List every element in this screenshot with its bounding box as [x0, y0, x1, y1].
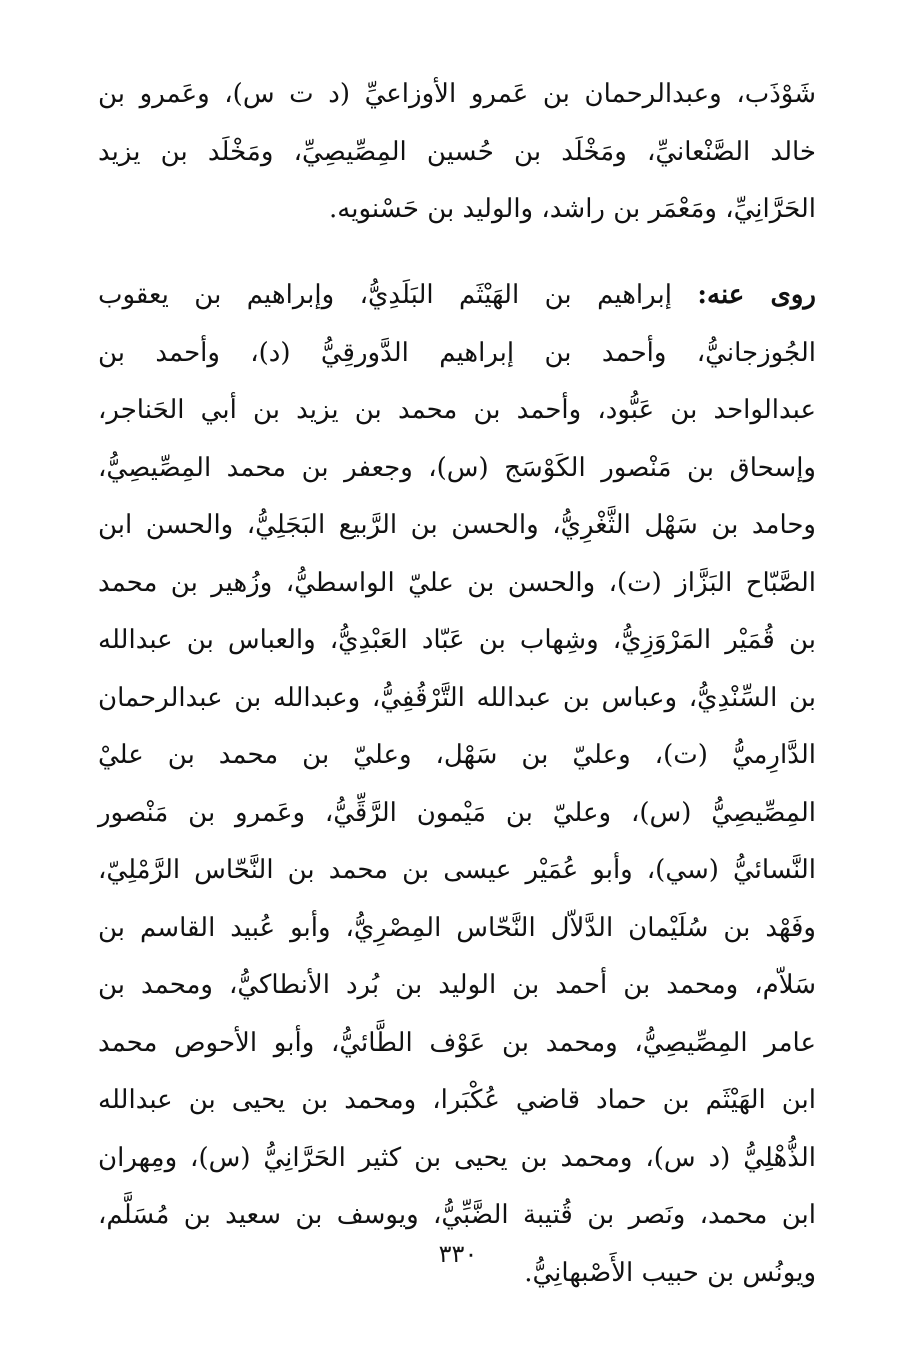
text-line: الدَّارِميُّ (ت)، وعليّ بن سَهْل، وعليّ بن محمد بن عليْ: [98, 740, 816, 770]
text-line: وحامد بن سَهْل الثَّغْرِيُّ، والحسن بن الرَّبيع البَجَلِيُّ، والحسن ابن: [98, 510, 816, 540]
paragraph-narrated-from-him: [98, 267, 816, 1302]
text-line-first: [98, 267, 816, 325]
text-line: شَوْذَب، وعبدالرحمان بن عَمرو الأوزاعيِّ (د ت س)، وعَمرو بن: [98, 79, 816, 109]
text-line: المِصِّيصِيُّ (س)، وعليّ بن مَيْمون الرَّقِّيُّ، وعَمرو بن مَنْصور: [98, 797, 816, 828]
text-line: الجُوزجانيُّ، وأحمد بن إبراهيم الدَّورقِيُّ (د)، وأحمد بن: [98, 337, 816, 368]
text-line: خالد الصَّنْعانيِّ، ومَخْلَد بن حُسين المِصِّيصِيِّ، ومَخْلَد بن يزيد: [98, 136, 816, 167]
text-line: الحَرَّانِيِّ، ومَعْمَر بن راشد، والوليد بن حَسْنويه.: [329, 194, 816, 224]
text-line: ابن محمد، ونَصر بن قُتيبة الضَّبِّيُّ، ويوسف بن سعيد بن مُسَلَّم،: [98, 1200, 816, 1230]
text-line: ويونُس بن حبيب الأَصْبهانِيُّ.: [524, 1257, 816, 1288]
text-line-rest: إبراهيم بن الهَيْثَم البَلَدِيُّ، وإبراهيم بن يعقوب: [98, 280, 672, 310]
page-number: ٣٣٠: [438, 1240, 478, 1268]
text-line: وإسحاق بن مَنْصور الكَوْسَج (س)، وجعفر بن محمد المِصِّيصِيُّ،: [98, 452, 816, 483]
section-label: روى عنه:: [697, 280, 816, 310]
text-line: الصَّبّاح البَزَّاز (ت)، والحسن بن عليّ الواسطيُّ، وزُهير بن محمد: [98, 567, 816, 598]
paragraph-teachers-continued: [98, 66, 816, 239]
text-line: سَلاّم، ومحمد بن أحمد بن الوليد بن بُرد الأنطاكيُّ، ومحمد بن: [98, 970, 816, 1000]
text-line: بن السِّنْدِيُّ، وعباس بن عبدالله التَّرْقُفِيُّ، وعبدالله بن عبدالرحمان: [98, 682, 816, 713]
text-line: الذُّهْلِيُّ (د س)، ومحمد بن يحيى بن كثير الحَرَّانِيُّ (س)، ومِهران: [98, 1142, 816, 1173]
text-line: عبدالواحد بن عَبُّود، وأحمد بن محمد بن يزيد بن أبي الحَناجر،: [98, 395, 816, 425]
text-line: وفَهْد بن سُلَيْمان الدَّلاّل النَّحّاس المِصْرِيُّ، وأبو عُبيد القاسم بن: [98, 912, 816, 943]
text-line: النَّسائيُّ (سي)، وأبو عُمَيْر عيسى بن محمد بن النَّحّاس الرَّمْلِيّ،: [98, 855, 816, 885]
text-line: عامر المِصِّيصِيُّ، ومحمد بن عَوْف الطَّائيُّ، وأبو الأحوص محمد: [98, 1027, 816, 1058]
text-line: ابن الهَيْثَم بن حماد قاضي عُكْبَرا، ومحمد بن يحيى بن عبدالله: [98, 1085, 816, 1115]
text-line: بن قُمَيْر المَرْوَزِيُّ، وشِهاب بن عَبّاد العَبْدِيُّ، والعباس بن عبدالله: [98, 625, 816, 655]
